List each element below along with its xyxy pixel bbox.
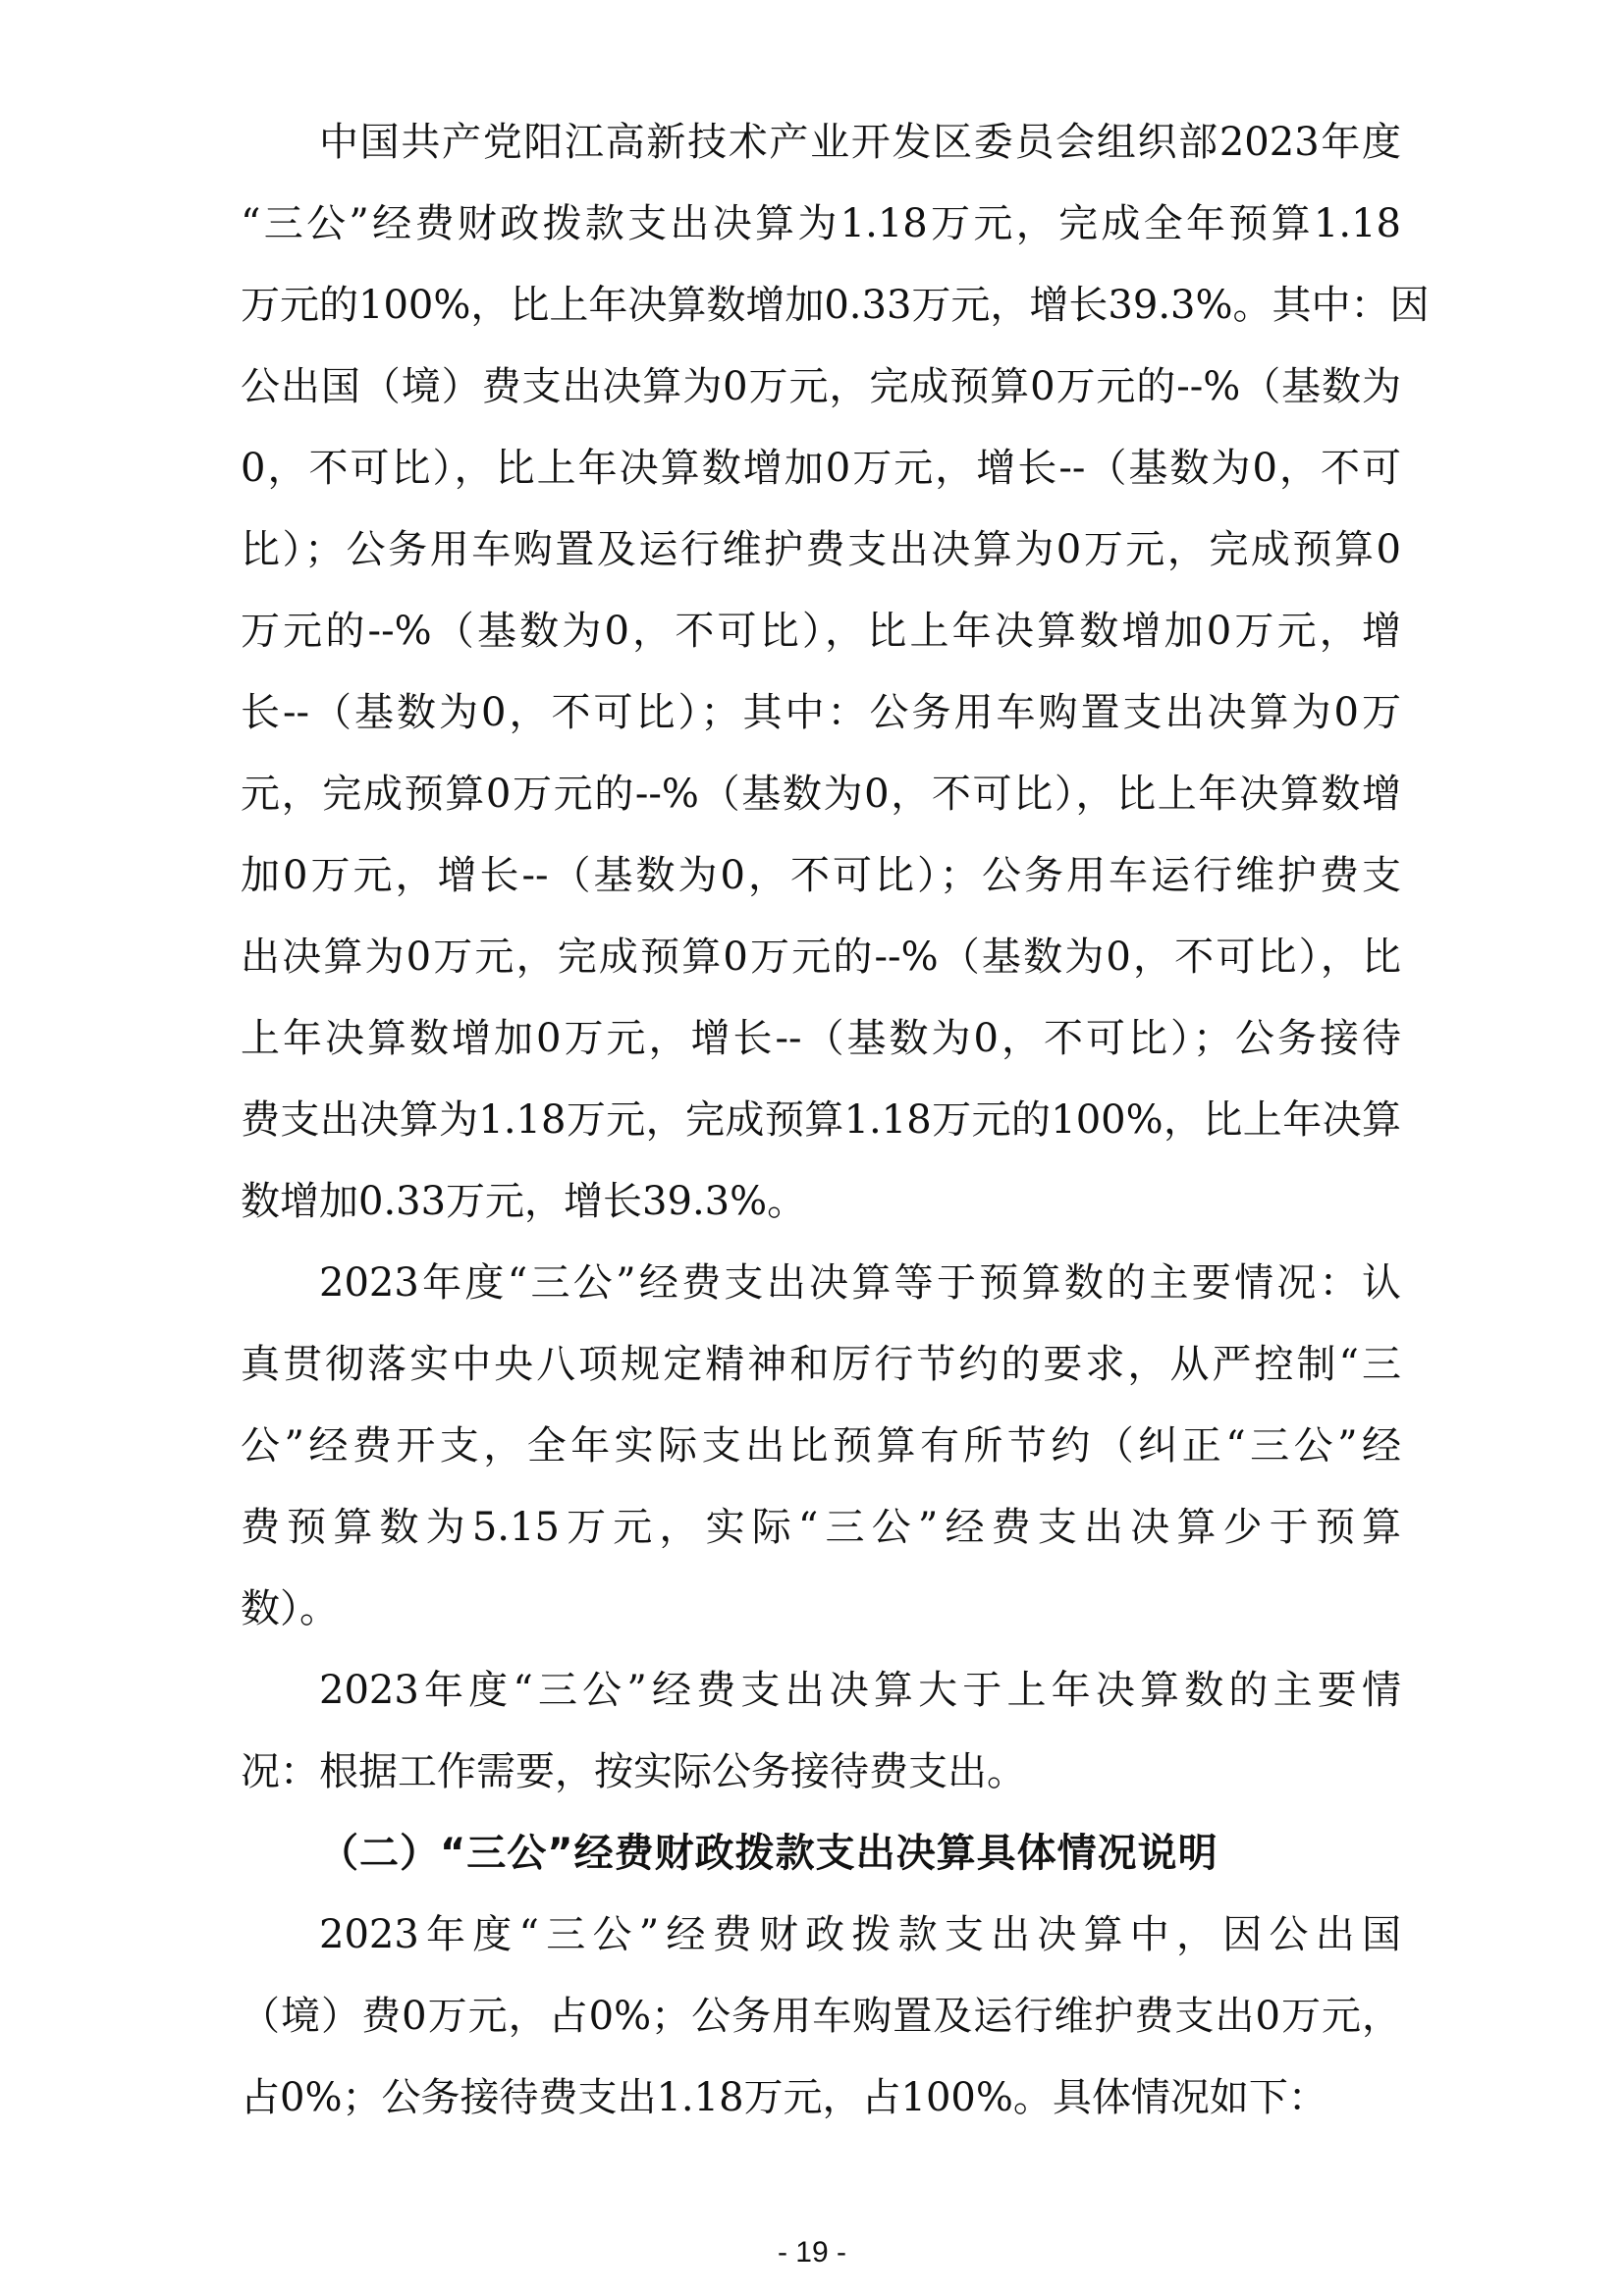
paragraph-1-line-7: 万元的--%（基数为0，不可比），比上年决算数增加0万元，增 (241, 609, 1401, 654)
paragraph-2-line-3: 公”经费开支，全年实际支出比预算有所节约（纠正“三公”经 (241, 1423, 1401, 1468)
paragraph-1-line-14: 数增加0.33万元，增长39.3%。 (241, 1179, 807, 1224)
page-number: - 19 - (777, 2236, 847, 2269)
paragraph-1-line-9: 元，完成预算0万元的--%（基数为0，不可比），比上年决算数增 (241, 772, 1401, 817)
section-heading: （二）“三公”经费财政拨款支出决算具体情况说明 (319, 1831, 1218, 1876)
paragraph-3-line-2: 况：根据工作需要，按实际公务接待费支出。 (241, 1749, 1026, 1794)
paragraph-4-line-2: （境）费0万元，占0%；公务用车购置及运行维护费支出0万元， (241, 1994, 1401, 2039)
paragraph-2-line-5: 数）。 (241, 1586, 339, 1631)
paragraph-1-line-2: “三公”经费财政拨款支出决算为1.18万元，完成全年预算1.18 (241, 201, 1401, 246)
paragraph-4-line-1: 2023年度“三公”经费财政拨款支出决算中，因公出国 (319, 1912, 1401, 1957)
paragraph-1-line-12: 上年决算数增加0万元，增长--（基数为0，不可比）；公务接待 (241, 1016, 1401, 1061)
paragraph-2-line-1: 2023年度“三公”经费支出决算等于预算数的主要情况：认 (319, 1260, 1401, 1306)
paragraph-1-line-1: 中国共产党阳江高新技术产业开发区委员会组织部2023年度 (319, 120, 1401, 165)
paragraph-1-line-11: 出决算为0万元，完成预算0万元的--%（基数为0，不可比），比 (241, 934, 1401, 980)
paragraph-2-line-4: 费预算数为5.15万元，实际“三公”经费支出决算少于预算 (241, 1505, 1401, 1550)
paragraph-1-line-8: 长--（基数为0，不可比）；其中：公务用车购置支出决算为0万 (241, 690, 1401, 735)
paragraph-1-line-6: 比）；公务用车购置及运行维护费支出决算为0万元，完成预算0 (241, 527, 1401, 572)
paragraph-1-line-10: 加0万元，增长--（基数为0，不可比）；公务用车运行维护费支 (241, 853, 1401, 898)
paragraph-1-line-4: 公出国（境）费支出决算为0万元，完成预算0万元的--%（基数为 (241, 364, 1401, 409)
paragraph-4-line-3: 占0%；公务接待费支出1.18万元，占100%。具体情况如下： (241, 2075, 1327, 2120)
paragraph-1-line-3: 万元的100%，比上年决算数增加0.33万元，增长39.3%。其中：因 (241, 283, 1430, 328)
paragraph-3-line-1: 2023年度“三公”经费支出决算大于上年决算数的主要情 (319, 1668, 1401, 1713)
paragraph-1-line-13: 费支出决算为1.18万元，完成预算1.18万元的100%，比上年决算 (241, 1097, 1401, 1143)
paragraph-2-line-2: 真贯彻落实中央八项规定精神和厉行节约的要求，从严控制“三 (241, 1342, 1401, 1387)
paragraph-1-line-5: 0，不可比），比上年决算数增加0万元，增长--（基数为0，不可 (241, 446, 1401, 491)
